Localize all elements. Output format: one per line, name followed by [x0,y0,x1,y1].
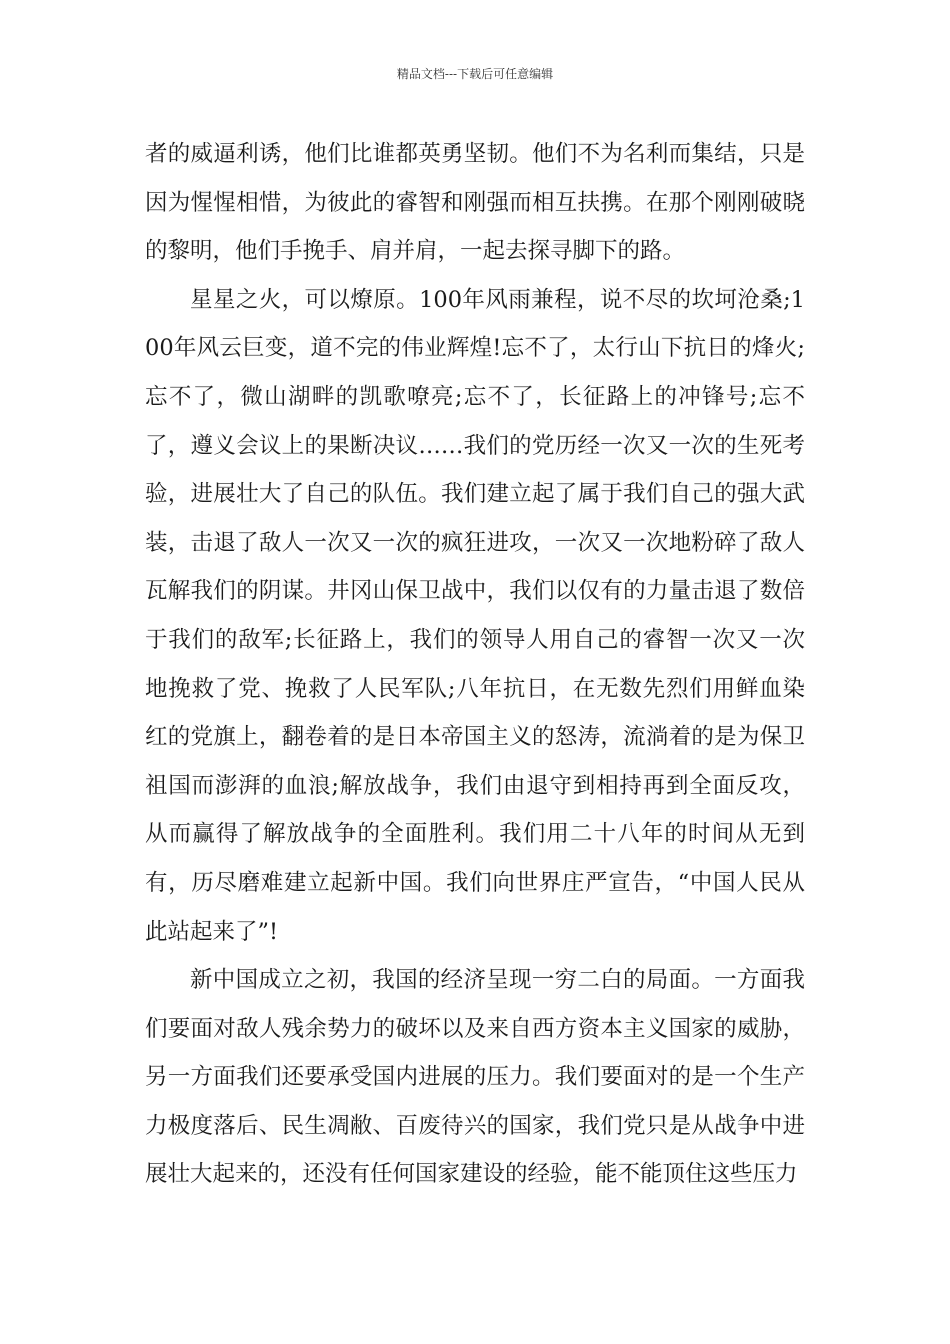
document-body [145,130,805,1199]
page-header: 精品文档---下载后可任意编辑 [396,67,554,81]
paragraph: 者的威逼利诱，他们比谁都英勇坚韧。他们不为名利而集结，只是因为惺惺相惜，为彼此的睿智和刚强而相互扶携。在那个刚刚破晓的黎明，他们手挽手、肩并肩，一起去探寻脚下的路。 [145,141,805,265]
paragraph: 星星之火，可以燎原。100年风雨兼程，说不尽的坎坷沧桑;100年风云巨变，道不完的伟业辉煌!忘不了，太行山下抗日的烽火;忘不了，微山湖畔的凯歌嘹亮;忘不了，长征路上的冲锋号;忘不了，遵义会议上的果断决议……我们的党历经一次又一次的生死考验，进展壮大了自己的队伍。我们建立起了属于我们自己的强大武装，击退了敌人一次又一次的疯狂进攻，一次又一次地粉碎了敌人瓦解我们的阴谋。井冈山保卫战中，我们以仅有的力量击退了数倍于我们的敌军;长征路上，我们的领导人用自己的睿智一次又一次地挽救了党、挽救了人民军队;八年抗日，在无数先烈们用鲜血染红的党旗上，翻卷着的是日本帝国主义的怒涛，流淌着的是为保卫祖国而澎湃的血浪;解放战争，我们由退守到相持再到全面反攻，从而赢得了解放战争的全面胜利。我们用二十八年的时间从无到有，历尽磨难建立起新中国。我们向世界庄严宣告，“中国人民从此站起来了”! [145,286,805,945]
paragraph: 新中国成立之初，我国的经济呈现一穷二白的局面。一方面我们要面对敌人残余势力的破坏以及来自西方资本主义国家的威胁，另一方面我们还要承受国内进展的压力。我们要面对的是一个生产力极度落后、民生凋敝、百废待兴的国家，我们党只是从战争中进展壮大起来的，还没有任何国家建设的经验，能不能顶住这些压力 [145,967,805,1188]
